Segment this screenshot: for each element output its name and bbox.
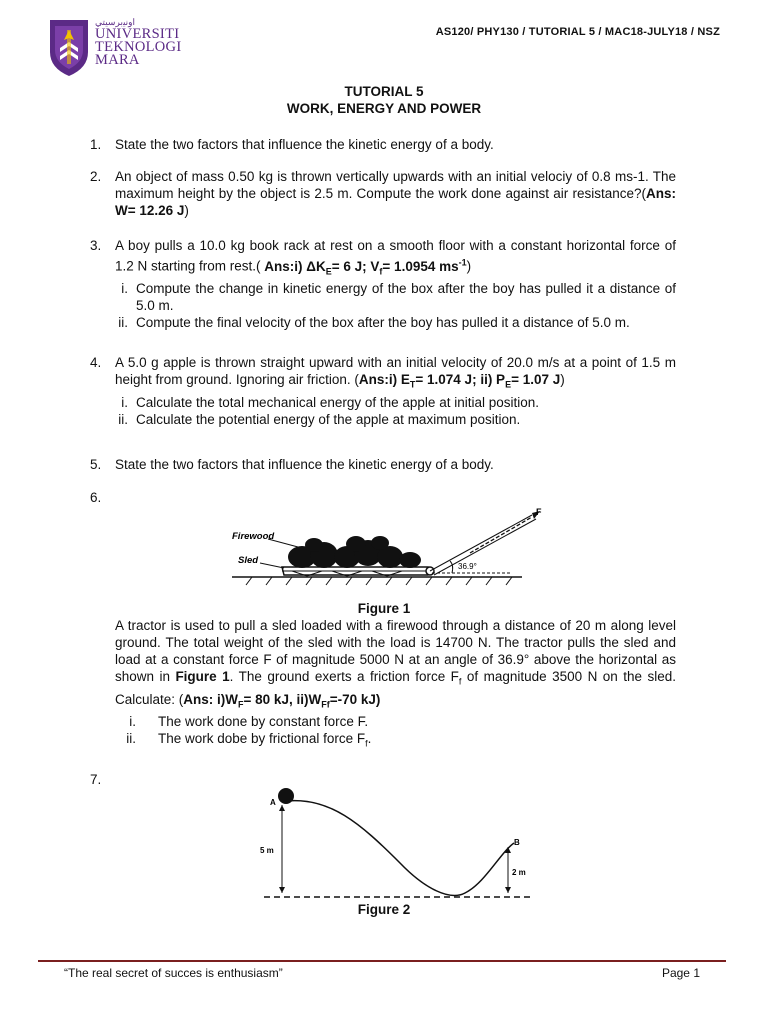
question-5 <box>90 456 676 473</box>
sub-question-ii: ii. Calculate the potential energy of the apple at maximum position. <box>118 411 521 427</box>
answer: Ans: W= 12.26 J <box>115 186 676 218</box>
figure-2-caption: Figure 2 <box>357 902 411 917</box>
logo-line-1: UNIVERSITI <box>95 26 180 42</box>
question-4 <box>90 354 676 428</box>
footer-divider <box>38 960 726 962</box>
height-2m-label: 2 m <box>512 868 526 877</box>
question-text: State the two factors that influence the kinetic energy of a body. <box>115 137 494 152</box>
figure-1-sled-diagram <box>232 505 552 597</box>
question-text: A 5.0 g apple is thrown straight upward with an initial velocity of 20.0 m/s at a point of 1.5 m height from ground. Ignoring air friction. (Ans:i) $E_T= 1.074$ J; ii) $P_E= 1.07$ J) <box>115 355 676 390</box>
page-number: Page 1 <box>661 966 700 980</box>
question-text: A boy pulls a 10.0 kg book rack at rest on a smooth floor with a constant horizontal force of 1.2 N starting from rest.( Ans:i) $\Delta K_E= 6$ J; $V_f= 1.0954$ $ms^{-1}$) <box>115 238 676 277</box>
height-5m-label: 5 m <box>260 846 274 855</box>
logo-line-3: MARA <box>95 52 140 68</box>
footer-quote: “The real secret of succes is enthusiasm” <box>64 966 283 980</box>
logo-line-2: TEKNOLOGI <box>95 39 182 55</box>
answer: Ans: $i)W_F= 80$ kJ, $ii)W_{Ff}=-70$ kJ) <box>183 691 381 710</box>
point-b-label: B <box>514 838 520 847</box>
tutorial-title: TUTORIAL 5 <box>344 84 424 99</box>
question-6-text <box>90 617 676 753</box>
figure-2-track-diagram <box>250 783 540 905</box>
force-label: F <box>536 507 542 517</box>
question-1 <box>90 136 676 153</box>
question-number: 2. <box>90 169 102 184</box>
question-text: An object of mass 0.50 kg is thrown vertically upwards with an initial velociy of 0.8 ms-1. The maximum height by the object is 2.5 m. Compute the work done against air resistance?(Ans: W= 12.26 J) <box>115 169 676 218</box>
point-a-label: A <box>270 798 276 807</box>
crest-icon <box>46 18 92 78</box>
question-3 <box>90 237 676 331</box>
sub-question-ii: ii. The work dobe by frictional force $F_f$. <box>126 731 372 750</box>
question-number: 7. <box>90 772 102 787</box>
angle-label: 36.9° <box>458 562 477 571</box>
question-number: 4. <box>90 355 102 370</box>
question-text: State the two factors that influence the kinetic energy of a body. <box>115 457 494 472</box>
sub-question-i: i. Compute the change in kinetic energy of the box after the boy has pulled it a distance of 5.0 m. <box>121 281 676 314</box>
logo-wordmark <box>95 28 181 67</box>
course-code: AS120/ PHY130 / TUTORIAL 5 / MAC18-JULY18 / NSZ <box>435 26 720 38</box>
question-number: 5. <box>90 457 102 472</box>
figure-1-caption: Figure 1 <box>357 601 411 616</box>
answer: Ans:i) $E_T= 1.074$ J; ii) $P_E= 1.07$ J <box>358 372 561 390</box>
sled-label: Sled <box>238 555 259 566</box>
answer: Ans:i) $\Delta K_E= 6$ J; $V_f= 1.0954$ $ms^{-1}$ <box>264 257 467 277</box>
tutorial-subtitle: WORK, ENERGY AND POWER <box>286 101 482 116</box>
question-number: 6. <box>90 490 102 505</box>
sub-question-i: i. The work done by constant force F. <box>129 714 369 730</box>
question-number: 1. <box>90 137 102 152</box>
sub-question-ii: ii. Compute the final velocity of the box after the boy has pulled it a distance of 5.0 m. <box>118 315 630 331</box>
question-number: 3. <box>90 238 102 253</box>
firewood-label: Firewood <box>232 531 275 542</box>
question-2 <box>90 168 676 219</box>
sub-question-i: i. Calculate the total mechanical energy of the apple at initial position. <box>121 394 539 410</box>
question-text: A tractor is used to pull a sled loaded with a firewood through a distance of 20 m along level ground. The total weight of the sled with the load is 14700 N. The tractor pulls the sled and load at a constant force F of magnitude 5000 N at an angle of 36.9° above the horizontal as shown in Figure 1. The ground exerts a friction force $F_f$ of magnitude 3500 N on the sled. Calculate: (Ans: $i)W_F= 80$ kJ, $ii)W_{Ff}=-70$ kJ) <box>115 618 676 710</box>
logo-jawi-text: ﺍﻭﻧﻴﺑﺮﺳﻴﺘﻲ <box>95 17 136 27</box>
